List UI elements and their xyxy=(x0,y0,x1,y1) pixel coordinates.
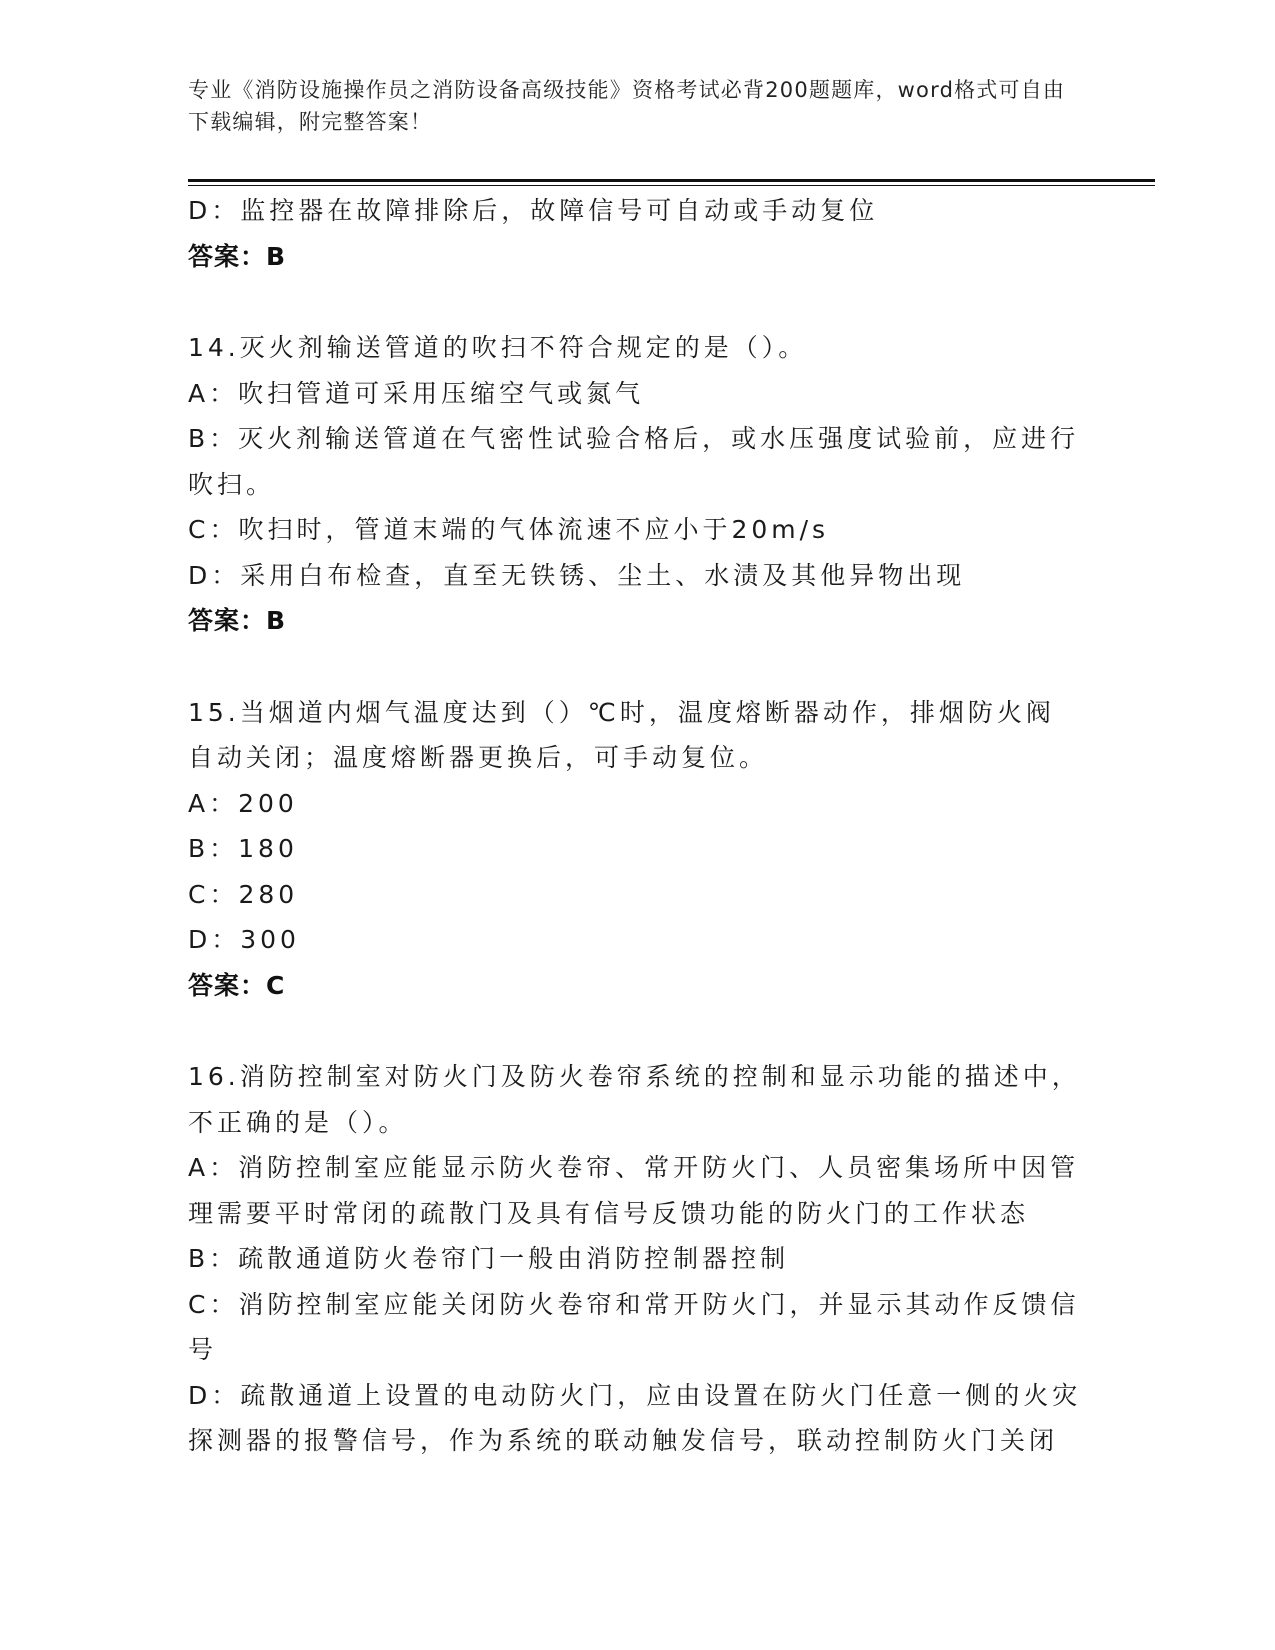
q16-option-b: B：疏散通道防火卷帘门一般由消防控制器控制 xyxy=(188,1244,790,1273)
q16-option-a: A：消防控制室应能显示防火卷帘、常开防火门、人员密集场所中因管理需要平时常闭的疏散门及具有信号反馈功能的防火门的工作状态 xyxy=(188,1153,1080,1228)
q15-option-c: C：280 xyxy=(188,879,299,909)
q15-option-a: A：200 xyxy=(188,788,298,818)
q14-answer: 答案：B xyxy=(188,606,287,635)
q14-option-d: D：采用白布检查，直至无铁锈、尘土、水渍及其他异物出现 xyxy=(188,560,966,590)
q15-option-d: D：300 xyxy=(188,925,300,954)
q14-option-c: C：吹扫时，管道末端的气体流速不应小于20m/s xyxy=(188,515,830,544)
header-rule-thin xyxy=(188,185,1155,186)
q16-stem: 16.消防控制室对防火门及防火卷帘系统的控制和显示功能的描述中，不正确的是（）。 xyxy=(188,1062,1081,1137)
q14-option-b: B：灭火剂输送管道在气密性试验合格后，或水压强度试验前，应进行吹扫。 xyxy=(188,424,1080,499)
q15-option-b: B：180 xyxy=(188,834,298,863)
q13-option-d: D：监控器在故障排除后，故障信号可自动或手动复位 xyxy=(188,196,879,225)
document-header: 专业《消防设施操作员之消防设备高级技能》资格考试必背200题题库，word格式可自由下载编辑，附完整答案！ xyxy=(188,78,1066,134)
q13-answer: 答案：B xyxy=(188,241,287,271)
q14-stem: 14.灭火剂输送管道的吹扫不符合规定的是（）。 xyxy=(188,333,808,362)
question-content xyxy=(188,188,1083,1464)
header-rule-thick xyxy=(188,179,1155,182)
q16-option-c: C：消防控制室应能关闭防火卷帘和常开防火门，并显示其动作反馈信号 xyxy=(188,1289,1080,1364)
q15-answer: 答案：C xyxy=(188,970,286,1000)
q15-stem: 15.当烟道内烟气温度达到（）℃时，温度熔断器动作，排烟防火阀自动关闭；温度熔断器更换后，可手动复位。 xyxy=(188,697,1055,772)
q16-option-d: D：疏散通道上设置的电动防火门，应由设置在防火门任意一侧的火灾探测器的报警信号，作为系统的联动触发信号，联动控制防火门关闭 xyxy=(188,1380,1082,1455)
q14-option-a: A：吹扫管道可采用压缩空气或氮气 xyxy=(188,378,645,408)
